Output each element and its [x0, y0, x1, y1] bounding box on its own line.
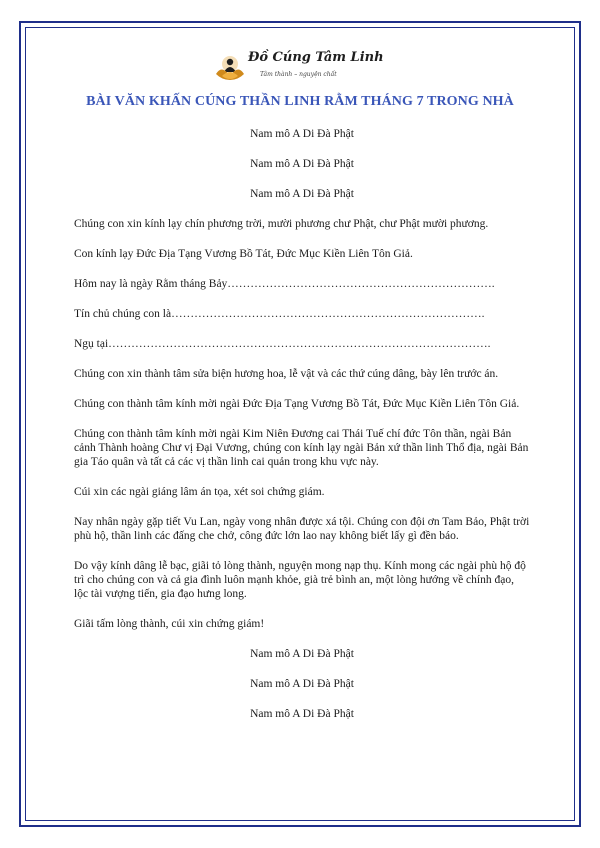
opening-line: Nam mô A Di Đà Phật — [250, 188, 354, 200]
closing-line: Nam mô A Di Đà Phật — [250, 708, 354, 720]
paragraph: Chúng con xin kính lạy chín phương trời, mười phương chư Phật, chư Phật mười phương. — [74, 218, 489, 230]
closing-line: Nam mô A Di Đà Phật — [250, 648, 354, 660]
paragraph: Con kính lạy Đức Địa Tạng Vương Bồ Tát, Đức Mục Kiền Liên Tôn Giả. — [74, 248, 413, 260]
paragraph: Hôm nay là ngày Rằm tháng Bảy……………………………………………………………. — [74, 278, 495, 290]
paragraph: Do vậy kính dâng lễ bạc, giãi tỏ lòng thành, nguyện mong nạp thụ. Kính mong các ngài phù hộ độ trì cho chúng con và cả gia đình luôn mạnh khỏe, già trẻ bình an, một lòng hướng về chính đạo, lộc tài vượng tiến, gia đạo hưng long. — [74, 560, 526, 600]
paragraph: Chúng con thành tâm kính mời ngài Kim Niên Đương cai Thái Tuế chí đức Tôn thần, ngài Bản cảnh Thành hoàng Chư vị Đại Vương, chúng con kính lạy ngài Bản xứ thần linh Thổ địa, ngài Bản gia Táo quân và tất cả các vị thần linh cai quản trong khu vực này. — [74, 428, 529, 468]
document-title: BÀI VĂN KHẤN CÚNG THẦN LINH RẰM THÁNG 7 TRONG NHÀ — [86, 94, 514, 109]
closing-line: Nam mô A Di Đà Phật — [250, 678, 354, 690]
paragraph: Giãi tấm lòng thành, cúi xin chứng giám! — [74, 618, 265, 630]
opening-line: Nam mô A Di Đà Phật — [250, 128, 354, 140]
lotus-buddha-icon — [212, 50, 248, 86]
logo-tagline: Tâm thành – nguyện chất — [260, 71, 337, 78]
paragraph: Tín chủ chúng con là………………………………………………………………………. — [74, 308, 485, 320]
logo-brand-text: Đồ Cúng Tâm Linh — [248, 50, 384, 65]
paragraph: Nay nhân ngày gặp tiết Vu Lan, ngày vong nhân được xá tội. Chúng con đội ơn Tam Bảo, Phật trời phù hộ, thần linh các đấng che chở, công đức lớn lao nay không biết lấy gì đền báo. — [74, 516, 530, 542]
paragraph: Ngụ tại………………………………………………………………………………………. — [74, 338, 491, 350]
opening-line: Nam mô A Di Đà Phật — [250, 158, 354, 170]
prayer-text — [74, 127, 530, 737]
paragraph: Chúng con xin thành tâm sửa biện hương hoa, lễ vật và các thứ cúng dâng, bày lên trước án. — [74, 368, 499, 380]
paragraph: Chúng con thành tâm kính mời ngài Đức Địa Tạng Vương Bồ Tát, Đức Mục Kiền Liên Tôn Giả. — [74, 398, 520, 410]
brand-logo — [212, 50, 384, 86]
paragraph: Cúi xin các ngài giáng lâm án tọa, xét soi chứng giám. — [74, 486, 325, 498]
